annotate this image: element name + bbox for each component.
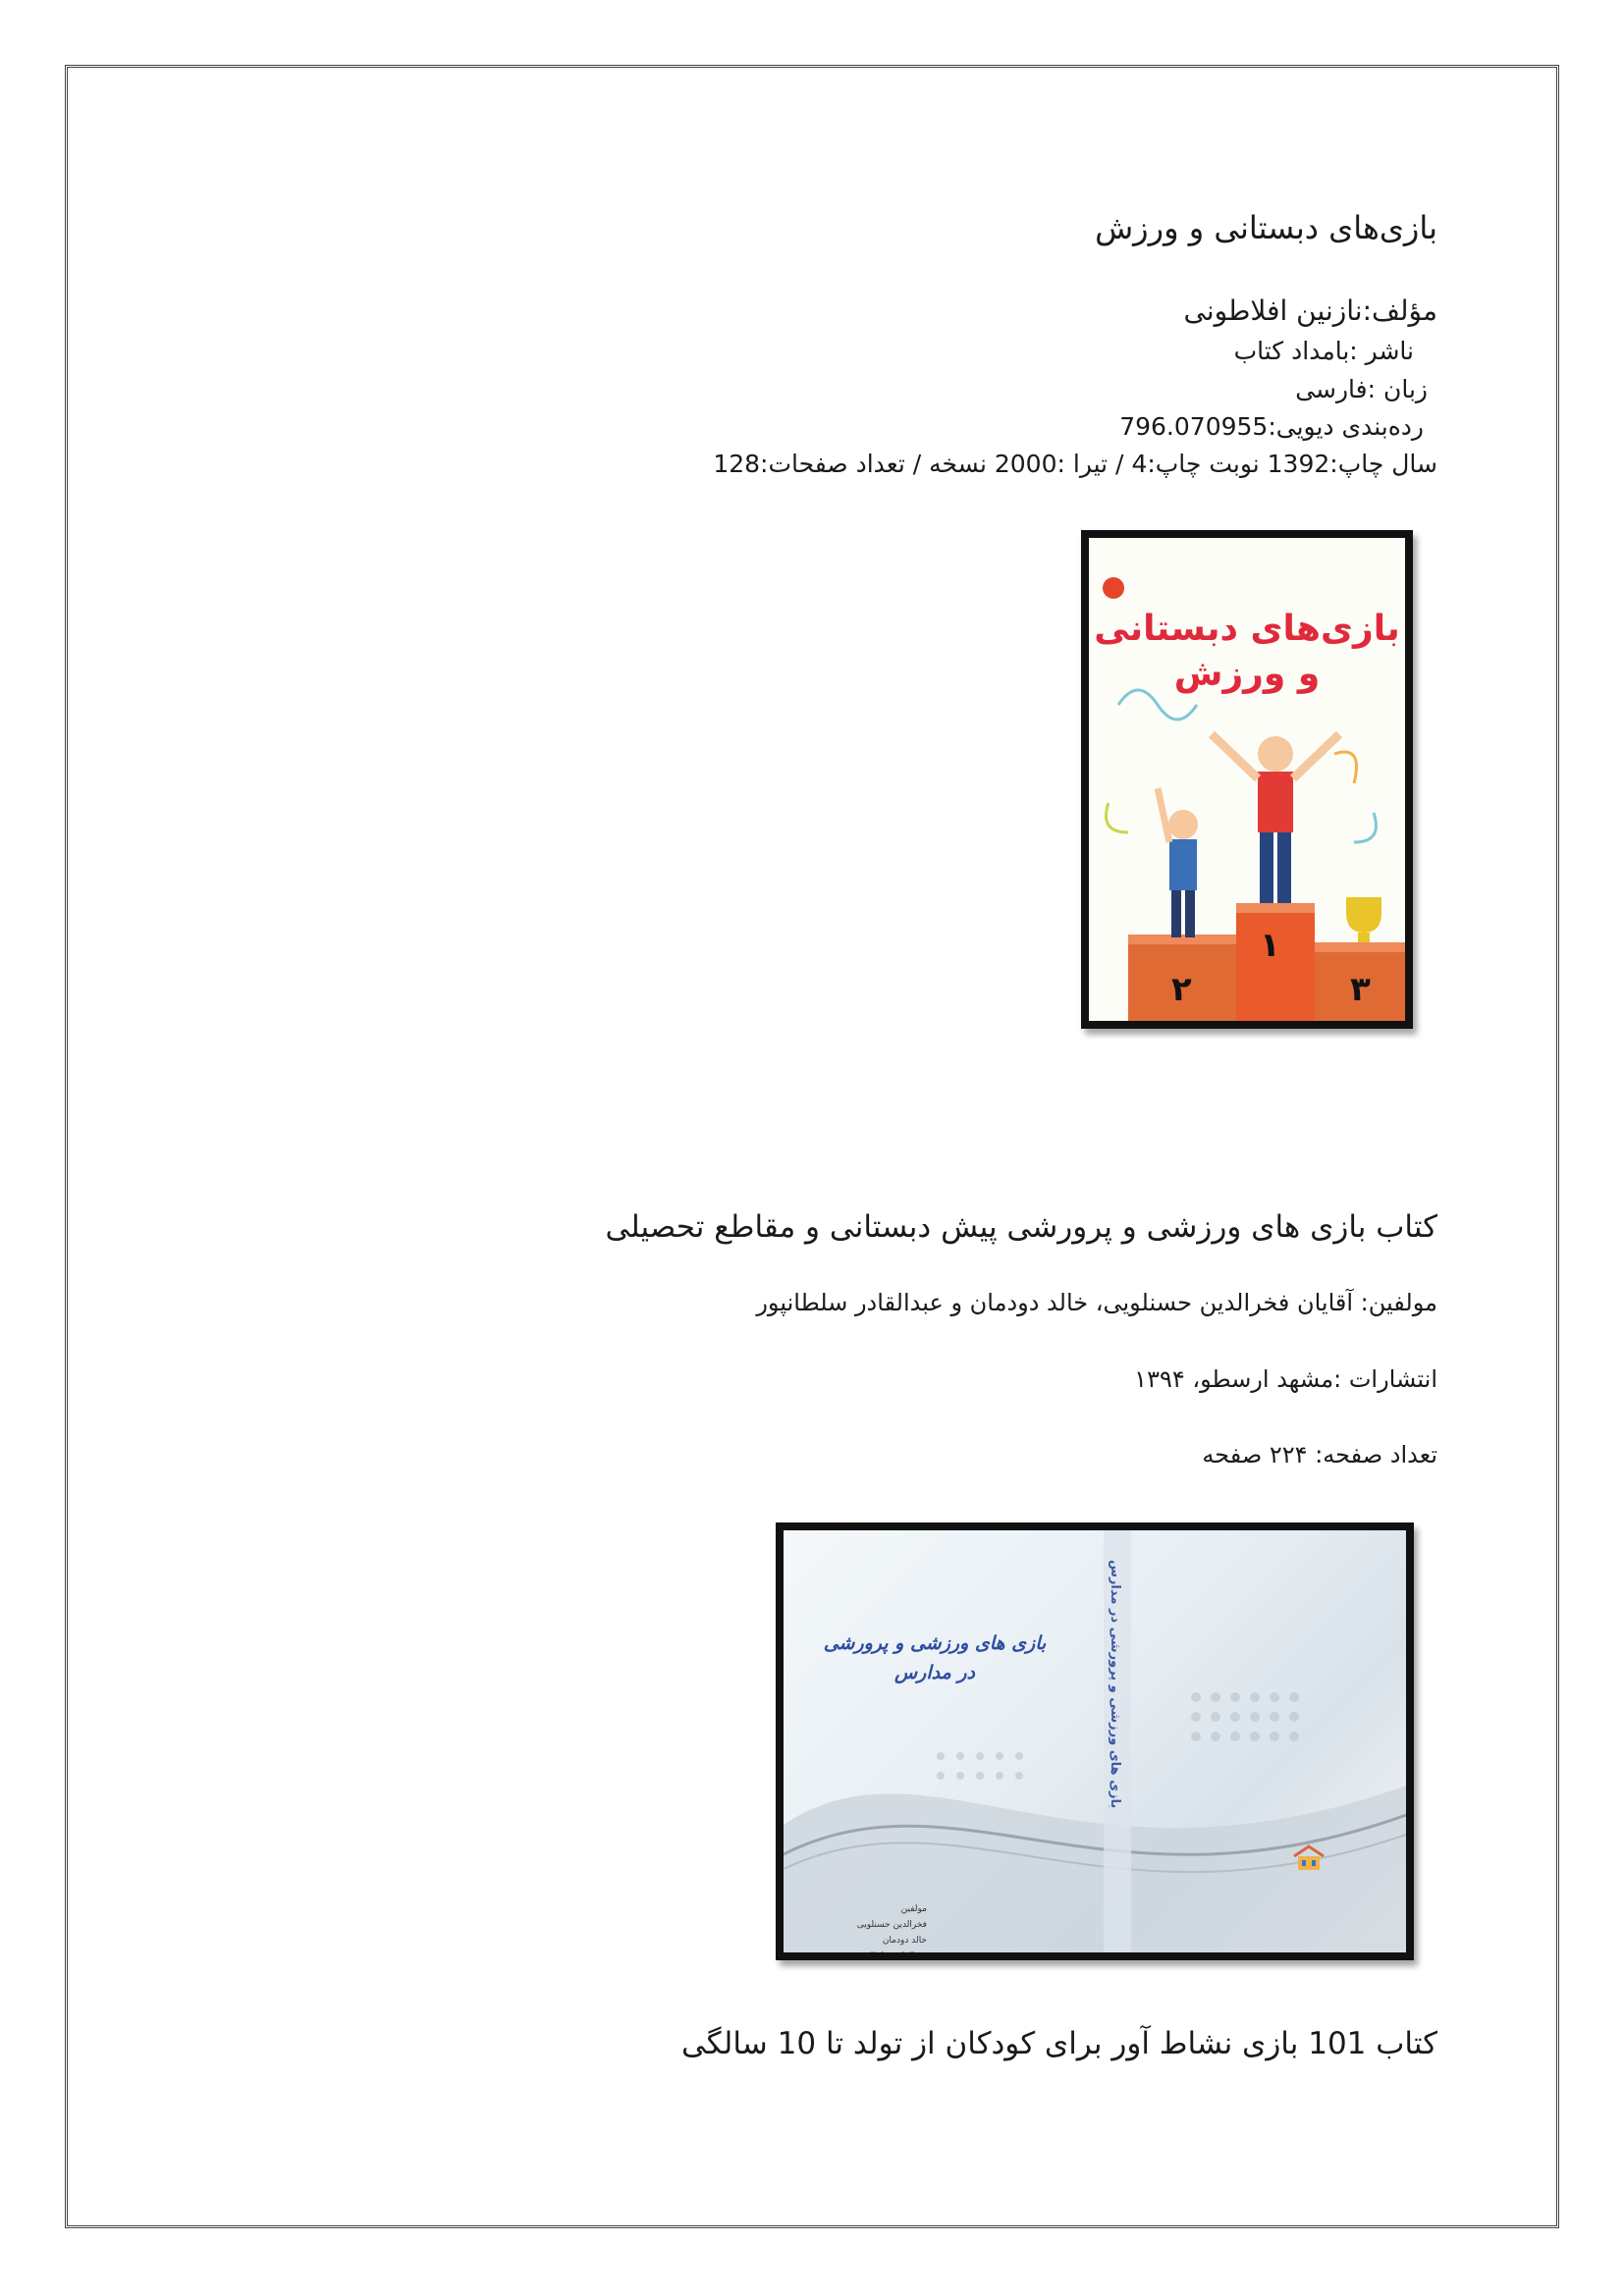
book1-author: مؤلف:نازنین افلاطونی	[1183, 294, 1437, 327]
podium-number-2: ۲	[1171, 970, 1192, 1009]
cover2-title-line1: بازی های ورزشی و پرورشی	[823, 1632, 1047, 1654]
podium-number-3: ۳	[1350, 970, 1371, 1009]
cover2-author-1: فخرالدین حسنلویی	[856, 1920, 927, 1930]
book2-pages: تعداد صفحه: ۲۲۴ صفحه	[1202, 1441, 1437, 1468]
book1-language: زبان :فارسی	[1295, 375, 1428, 403]
cover2-author-2: خالد دودمان	[882, 1936, 927, 1946]
book1-cover-image	[1081, 530, 1413, 1029]
house-logo-icon	[1292, 1844, 1326, 1872]
book2-authors: مولفین: آقایان فخرالدین حسنلویی، خالد دودمان و عبدالقادر سلطانپور	[756, 1289, 1437, 1316]
cover2-authors-label: مولفین	[900, 1904, 927, 1914]
podium-number-1: ۱	[1260, 926, 1280, 965]
cover2-title	[817, 1629, 1053, 1687]
cover2-author-3: عبدالقادر سلطانپور	[856, 1951, 927, 1960]
cover1-illustration	[1089, 538, 1405, 1021]
book2-cover-image	[776, 1522, 1414, 1960]
book1-details: سال چاپ:1392 نوبت چاپ:4 / تیرا :2000 نسخه / تعداد صفحات:128	[713, 450, 1437, 478]
book1-dewey: رده‌بندی دیویی:796.070955	[1119, 412, 1424, 441]
cover2-wave-graphic	[784, 1530, 1406, 1952]
cover2-title-line2: در مدارس	[893, 1662, 976, 1683]
book1-title: بازی‌های دبستانی و ورزش	[1095, 209, 1437, 246]
book2-title: کتاب بازی های ورزشی و پرورشی پیش دبستانی و مقاطع تحصیلی	[605, 1209, 1437, 1245]
book2-publication: انتشارات :مشهد ارسطو، ۱۳۹۴	[1134, 1365, 1437, 1393]
cover2-authors	[809, 1901, 927, 1960]
book1-publisher: ناشر :بامداد کتاب	[1233, 337, 1414, 365]
cover1-title-line2: و ورزش	[1173, 654, 1321, 694]
cover2-spine-text: بازی های ورزشی و پرورشی در مدارس	[1108, 1560, 1122, 1809]
cover1-title-line1: بازی‌های دبستانی	[1094, 609, 1400, 649]
book3-title: کتاب 101 بازی نشاط آور برای کودکان از تولد تا 10 سالگی	[680, 2026, 1437, 2061]
